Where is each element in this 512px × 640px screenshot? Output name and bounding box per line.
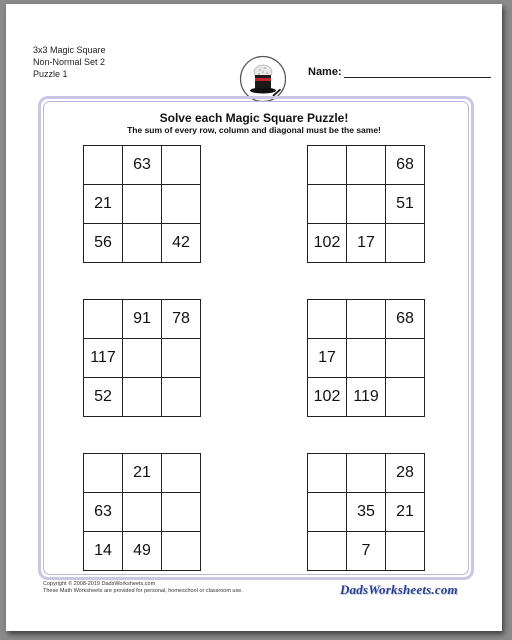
cell[interactable]	[386, 339, 425, 378]
cell[interactable]	[308, 493, 347, 532]
cell[interactable]	[162, 339, 201, 378]
name-label: Name:	[308, 66, 342, 78]
cell[interactable]: 78	[162, 300, 201, 339]
cell[interactable]: 35	[347, 493, 386, 532]
cell[interactable]: 68	[386, 146, 425, 185]
cell[interactable]: 14	[84, 532, 123, 571]
cell[interactable]	[162, 493, 201, 532]
cell[interactable]: 56	[84, 224, 123, 263]
cell[interactable]: 17	[308, 339, 347, 378]
cell[interactable]	[308, 454, 347, 493]
cell[interactable]	[162, 532, 201, 571]
cell[interactable]: 117	[84, 339, 123, 378]
worksheet-info	[33, 44, 106, 80]
cell[interactable]	[84, 300, 123, 339]
cell[interactable]: 52	[84, 378, 123, 417]
cell[interactable]	[123, 378, 162, 417]
name-field[interactable]	[308, 66, 491, 78]
cell[interactable]	[84, 146, 123, 185]
footer	[43, 581, 243, 595]
cell[interactable]: 102	[308, 378, 347, 417]
cell[interactable]	[162, 146, 201, 185]
cell[interactable]	[308, 532, 347, 571]
cell[interactable]	[123, 339, 162, 378]
cell[interactable]: 21	[84, 185, 123, 224]
magic-square-2	[307, 145, 425, 263]
puzzle-number: Puzzle 1	[33, 69, 68, 79]
magic-square-4	[307, 299, 425, 417]
cell[interactable]: 7	[347, 532, 386, 571]
cell[interactable]: 51	[386, 185, 425, 224]
cell[interactable]	[347, 300, 386, 339]
magic-square-6	[307, 453, 425, 571]
cell[interactable]	[347, 339, 386, 378]
cell[interactable]	[347, 146, 386, 185]
worksheet-title: 3x3 Magic Square	[33, 45, 106, 55]
cell[interactable]	[162, 185, 201, 224]
cell[interactable]	[308, 185, 347, 224]
dadsworksheets-logo: DadsWorksheets.com	[340, 582, 458, 597]
cell[interactable]: 63	[84, 493, 123, 532]
cell[interactable]: 21	[123, 454, 162, 493]
cell[interactable]	[162, 454, 201, 493]
cell[interactable]: 119	[347, 378, 386, 417]
instructions-subtitle: The sum of every row, column and diagonal must be the same!	[127, 125, 381, 135]
cell[interactable]	[386, 224, 425, 263]
cell[interactable]: 102	[308, 224, 347, 263]
cell[interactable]	[347, 454, 386, 493]
instructions-title: Solve each Magic Square Puzzle!	[159, 111, 349, 125]
magic-square-3	[83, 299, 201, 417]
cell[interactable]: 17	[347, 224, 386, 263]
cell[interactable]: 68	[386, 300, 425, 339]
cell[interactable]	[84, 454, 123, 493]
magic-square-5	[83, 453, 201, 571]
cell[interactable]	[123, 224, 162, 263]
copyright-text: Copyright © 2008-2019 DadsWorksheets.com	[43, 581, 156, 587]
cell[interactable]: 49	[123, 532, 162, 571]
cell[interactable]: 63	[123, 146, 162, 185]
cell[interactable]: 28	[386, 454, 425, 493]
cell[interactable]: 42	[162, 224, 201, 263]
cell[interactable]	[386, 378, 425, 417]
cell[interactable]	[162, 378, 201, 417]
magic-square-1	[83, 145, 201, 263]
cell[interactable]	[123, 493, 162, 532]
cell[interactable]: 91	[123, 300, 162, 339]
name-line[interactable]	[344, 67, 491, 78]
worksheet-set: Non-Normal Set 2	[33, 57, 106, 67]
cell[interactable]: 21	[386, 493, 425, 532]
cell[interactable]	[123, 185, 162, 224]
cell[interactable]	[386, 532, 425, 571]
usage-note: These Math Worksheets are provided for personal, homeschool or classroom use.	[43, 588, 243, 594]
cell[interactable]	[308, 300, 347, 339]
cell[interactable]	[347, 185, 386, 224]
worksheet-page	[6, 4, 502, 631]
cell[interactable]	[308, 146, 347, 185]
